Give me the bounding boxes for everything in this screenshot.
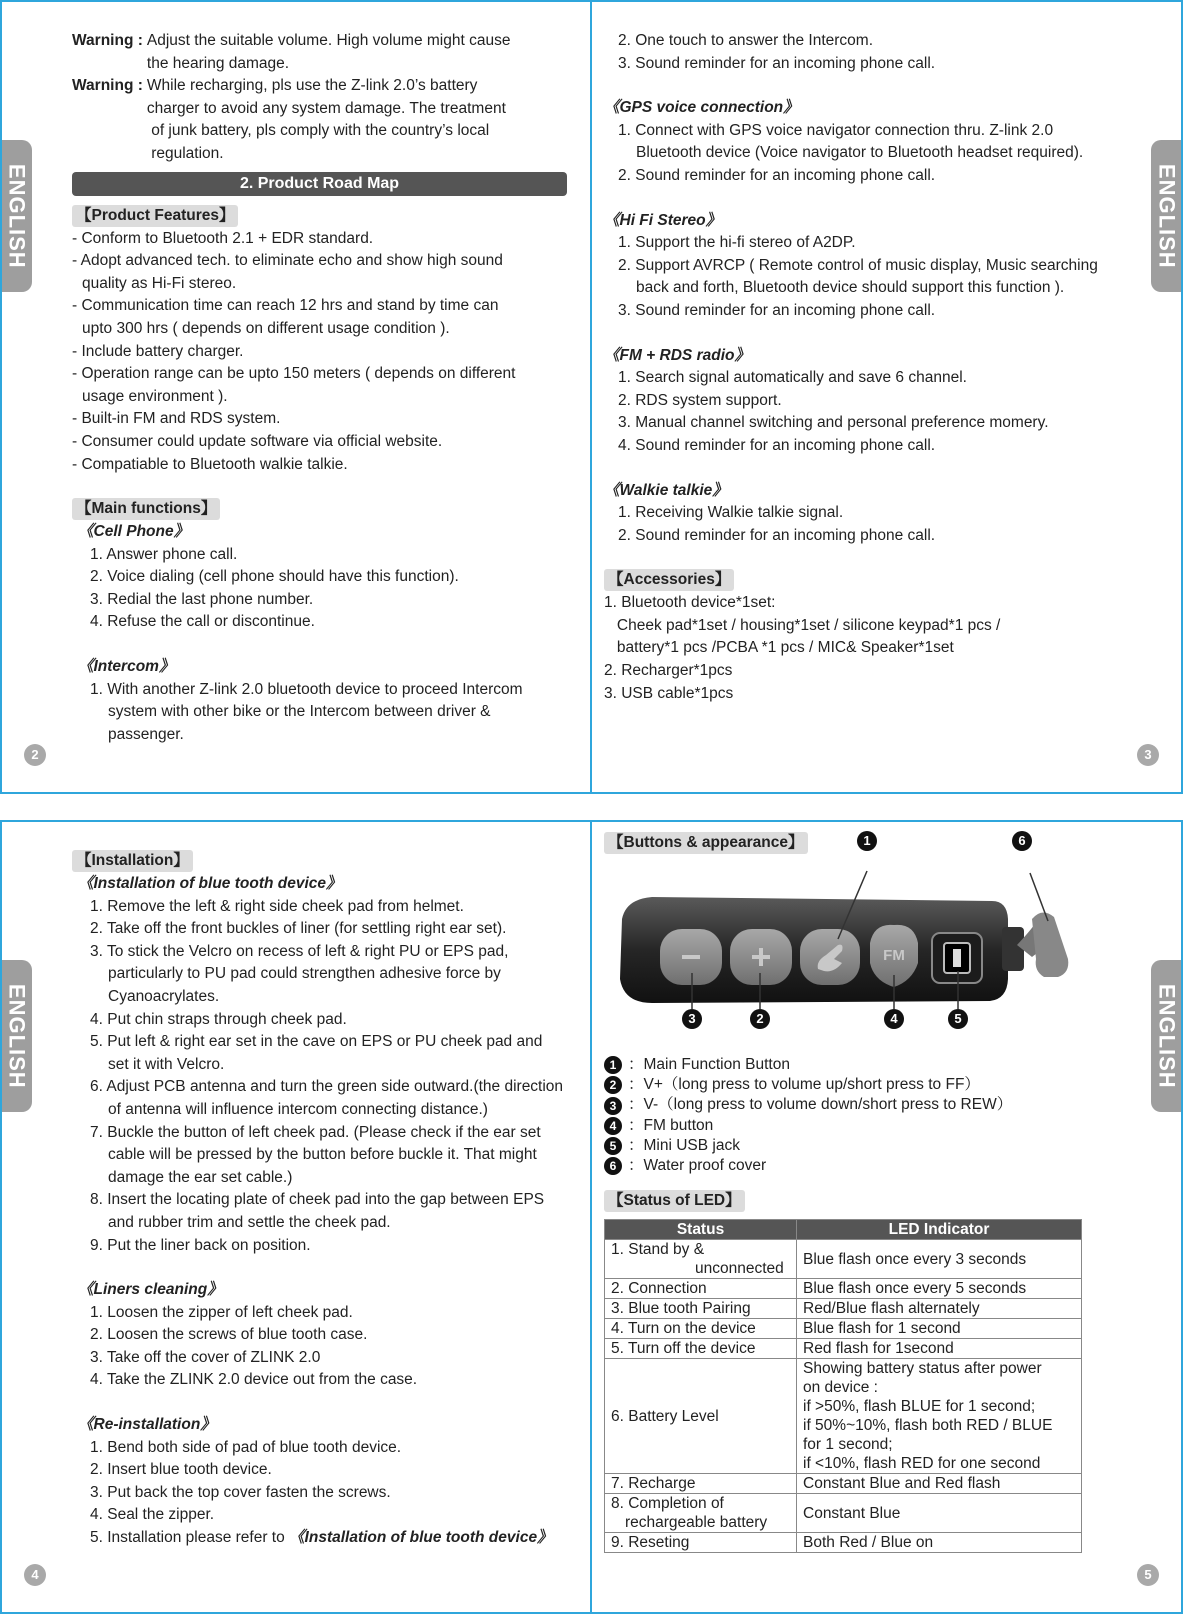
feature-item — [72, 250, 567, 295]
led-table-row — [605, 1279, 1082, 1299]
legend-number-badge: 5 — [604, 1137, 622, 1155]
list-item: 2. Sound reminder for an incoming phone call. — [618, 526, 936, 544]
led-indicator-cell — [797, 1299, 1082, 1319]
legend-item — [604, 1136, 1104, 1156]
english-side-tab: ENGLISH — [1151, 140, 1182, 292]
feature-item — [72, 295, 567, 340]
water-proof-cover — [1032, 912, 1068, 977]
feature-line: upto 300 hrs ( depends on different usage condition ). — [82, 319, 450, 337]
status-line: 9. Reseting — [611, 1534, 690, 1552]
list-item: 1. Search signal automatically and save 6 channel. — [618, 369, 967, 387]
manual-page-4 — [0, 820, 592, 1614]
heading-status-of-led: 【Status of LED】 — [604, 1190, 745, 1212]
list-item: 1. Bend both side of pad of blue tooth device. — [90, 1438, 402, 1456]
installation-list — [72, 896, 567, 1258]
led-status-cell — [605, 1240, 797, 1279]
led-status-cell — [605, 1359, 797, 1474]
page-number: 3 — [1137, 744, 1159, 766]
led-table-row — [605, 1474, 1082, 1494]
callout-5: 5 — [948, 1009, 968, 1029]
callout-4: 4 — [884, 1009, 904, 1029]
feature-item — [72, 454, 567, 477]
list-item: 1. With another Z-link 2.0 bluetooth device to proceed Intercom system with other bike or the Intercom between driver & passenger. — [90, 680, 523, 743]
column-led-indicator: LED Indicator — [797, 1220, 1082, 1240]
list-item: 1. Loosen the zipper of left cheek pad. — [90, 1303, 353, 1321]
list-item: 7. Buckle the button of left cheek pad. (Please check if the ear set cable will be pressed by the button before buckle it. That might damage the ear set cable.) — [90, 1123, 541, 1186]
subheading-cell-phone: 《Cell Phone》 — [78, 523, 190, 541]
list-item: 3. Manual channel switching and personal preference momery. — [618, 414, 1049, 432]
led-table-row — [605, 1319, 1082, 1339]
feature-line: - Conform to Bluetooth 2.1 + EDR standard. — [72, 229, 374, 247]
led-table-row — [605, 1494, 1082, 1533]
led-table-header — [605, 1220, 1082, 1240]
reinstallation-last-item: 5. Installation please refer to 《Installation of blue tooth device》 — [90, 1529, 553, 1547]
led-status-cell — [605, 1339, 797, 1359]
list-item: 2. Take off the front buckles of liner (for settling right ear set). — [90, 920, 507, 938]
callout-2: 2 — [750, 1009, 770, 1029]
indicator-line: Constant Blue — [803, 1504, 901, 1522]
manual-page-3 — [590, 0, 1183, 794]
led-status-cell — [605, 1474, 797, 1494]
manual-page-5 — [590, 820, 1183, 1614]
led-indicator-cell — [797, 1474, 1082, 1494]
list-item: 8. Insert the locating plate of cheek pad into the gap between EPS and rubber trim and settle the cheek pad. — [90, 1191, 545, 1231]
indicator-line: Constant Blue and Red flash — [803, 1475, 1001, 1493]
heading-main-functions: 【Main functions】 — [72, 498, 220, 520]
list-item: 3. Redial the last phone number. — [90, 590, 314, 608]
page-number: 4 — [24, 1564, 46, 1586]
legend-item — [604, 1095, 1104, 1115]
feature-item — [72, 341, 567, 364]
led-indicator-cell — [797, 1359, 1082, 1474]
status-line: 1. Stand by & — [611, 1241, 705, 1259]
list-item: 2. Insert blue tooth device. — [90, 1461, 272, 1479]
indicator-line: Showing battery status after power — [803, 1360, 1042, 1378]
list-item: 2. Sound reminder for an incoming phone call. — [618, 166, 936, 184]
warnings-block — [72, 30, 567, 166]
accessories-list — [604, 592, 1104, 705]
legend-number-badge: 1 — [604, 1056, 622, 1074]
manual-page-2 — [0, 0, 592, 794]
callout-3: 3 — [682, 1009, 702, 1029]
indicator-line: on device : — [803, 1379, 878, 1397]
legend-text: ：Mini USB jack — [628, 1136, 740, 1154]
callout-1: 1 — [857, 831, 877, 851]
legend-item — [604, 1075, 1104, 1095]
feature-line: - Include battery charger. — [72, 342, 244, 360]
warning-volume: Warning : Adjust the suitable volume. High volume might cause the hearing damage. — [72, 32, 511, 72]
liners-cleaning-list — [72, 1302, 567, 1392]
fm-rds-list — [604, 367, 1104, 457]
heading-product-features: 【Product Features】 — [72, 205, 238, 227]
indicator-line: Red flash for 1second — [803, 1340, 954, 1358]
legend-item — [604, 1116, 1104, 1136]
legend-text: ：V+（long press to volume up/short press to FF） — [628, 1076, 980, 1094]
led-table-row — [605, 1339, 1082, 1359]
feature-line: - Built-in FM and RDS system. — [72, 410, 281, 428]
walkie-talkie-list — [604, 502, 1104, 547]
reinstallation-list — [72, 1437, 567, 1527]
led-table-row — [605, 1240, 1082, 1279]
feature-line: - Communication time can reach 12 hrs and stand by time can — [72, 297, 499, 315]
legend-number-badge: 3 — [604, 1097, 622, 1115]
indicator-line: Blue flash for 1 second — [803, 1320, 961, 1338]
list-item: 6. Adjust PCB antenna and turn the green side outward.(the direction of antenna will influence intercom connecting distance.) — [90, 1078, 564, 1118]
feature-line: - Consumer could update software via official website. — [72, 432, 443, 450]
led-table-row — [605, 1359, 1082, 1474]
warning-recharging: Warning : While recharging, pls use the Z-link 2.0’s battery charger to avoid any system damage. The treatment of junk battery, pls comply with the country’s local regulation. — [72, 77, 506, 162]
status-line: 3. Blue tooth Pairing — [611, 1300, 751, 1318]
indicator-line: if <10%, flash RED for one second — [803, 1455, 1041, 1473]
hifi-list — [604, 232, 1104, 322]
list-item: 2. RDS system support. — [618, 391, 782, 409]
list-item: 4. Put chin straps through cheek pad. — [90, 1010, 347, 1028]
column-status: Status — [605, 1220, 797, 1240]
callout-6: 6 — [1012, 831, 1032, 851]
indicator-line: Red/Blue flash alternately — [803, 1300, 980, 1318]
led-status-cell — [605, 1533, 797, 1553]
list-item: 4. Refuse the call or discontinue. — [90, 613, 315, 631]
led-indicator-cell — [797, 1240, 1082, 1279]
section-banner-product-road-map: 2. Product Road Map — [72, 172, 567, 196]
led-indicator-cell — [797, 1533, 1082, 1553]
legend-number-badge: 6 — [604, 1157, 622, 1175]
intercom-continued-list — [604, 30, 1104, 75]
feature-line: - Operation range can be upto 150 meters ( depends on different — [72, 365, 516, 383]
feature-line: quality as Hi-Fi stereo. — [82, 274, 237, 292]
status-line: 8. Completion of — [611, 1495, 724, 1513]
led-status-table — [604, 1219, 1082, 1553]
subheading-intercom: 《Intercom》 — [78, 658, 175, 676]
list-item: 1. Answer phone call. — [90, 545, 238, 563]
page-number: 5 — [1137, 1564, 1159, 1586]
led-indicator-cell — [797, 1279, 1082, 1299]
status-line: 4. Turn on the device — [611, 1320, 756, 1338]
legend-number-badge: 2 — [604, 1076, 622, 1094]
indicator-line: Both Red / Blue on — [803, 1534, 934, 1552]
subheading-hifi: 《Hi Fi Stereo》 — [604, 211, 722, 229]
indicator-line: if >50%, flash BLUE for 1 second; — [803, 1398, 1036, 1416]
feature-line: - Adopt advanced tech. to eliminate echo and show high sound — [72, 252, 503, 270]
english-side-tab: ENGLISH — [1, 140, 32, 292]
legend-number-badge: 4 — [604, 1117, 622, 1135]
installation-reference: 《Installation of blue tooth device》 — [289, 1529, 553, 1547]
list-item: 2. Voice dialing (cell phone should have this function). — [90, 568, 459, 586]
list-item: 3. Sound reminder for an incoming phone call. — [618, 54, 936, 72]
led-table-row — [605, 1299, 1082, 1319]
subheading-liners-cleaning: 《Liners cleaning》 — [78, 1281, 223, 1299]
status-line: rechargeable battery — [625, 1514, 768, 1532]
indicator-line: Blue flash once every 3 seconds — [803, 1250, 1027, 1268]
list-item: 4. Seal the zipper. — [90, 1506, 215, 1524]
list-item: 3. To stick the Velcro on recess of left & right PU or EPS pad, particularly to PU pad could strengthen adhesive force by Cyanoacrylates. — [90, 942, 509, 1005]
status-line: 6. Battery Level — [611, 1407, 719, 1425]
heading-accessories: 【Accessories】 — [604, 569, 734, 591]
feature-item — [72, 363, 567, 408]
legend-text: ：V-（long press to volume down/short press to REW） — [628, 1096, 1013, 1114]
led-status-cell — [605, 1279, 797, 1299]
subheading-reinstallation: 《Re-installation》 — [78, 1416, 216, 1434]
accessory-line: 1. Bluetooth device*1set: — [604, 594, 776, 612]
feature-line: - Compatiable to Bluetooth walkie talkie. — [72, 455, 348, 473]
subheading-fm-rds: 《FM + RDS radio》 — [604, 346, 750, 364]
status-line: 7. Recharge — [611, 1475, 696, 1493]
legend-item — [604, 1156, 1104, 1176]
buttons-legend — [604, 1055, 1104, 1176]
indicator-line: for 1 second; — [803, 1436, 893, 1454]
subheading-walkie-talkie: 《Walkie talkie》 — [604, 481, 728, 499]
indicator-line: if 50%~10%, flash both RED / BLUE — [803, 1417, 1053, 1435]
legend-item — [604, 1055, 1104, 1075]
status-line: 2. Connection — [611, 1280, 707, 1298]
led-indicator-cell — [797, 1339, 1082, 1359]
english-side-tab: ENGLISH — [1, 960, 32, 1112]
led-status-cell — [605, 1494, 797, 1533]
status-line: unconnected — [695, 1260, 784, 1278]
device-drawing — [612, 859, 1092, 1029]
heading-installation: 【Installation】 — [72, 850, 193, 872]
subheading-installation-device: 《Installation of blue tooth device》 — [78, 875, 342, 892]
led-table-row — [605, 1533, 1082, 1553]
list-item: 2. Loosen the screws of blue tooth case. — [90, 1326, 368, 1344]
legend-text: ：FM button — [628, 1116, 714, 1134]
legend-text: ：Main Function Button — [628, 1056, 790, 1073]
list-item: 1. Receiving Walkie talkie signal. — [618, 504, 844, 522]
list-item: 3. Put back the top cover fasten the screws. — [90, 1483, 391, 1501]
led-status-cell — [605, 1299, 797, 1319]
accessory-line: 2. Recharger*1pcs — [604, 662, 733, 680]
list-item: 1. Remove the left & right side cheek pad from helmet. — [90, 897, 464, 915]
gps-list — [604, 120, 1104, 188]
page-number: 2 — [24, 744, 46, 766]
list-item: 3. Take off the cover of ZLINK 2.0 — [90, 1348, 321, 1366]
accessory-line: 3. USB cable*1pcs — [604, 684, 734, 702]
accessory-line: battery*1 pcs /PCBA *1 pcs / MIC& Speaker*1set — [604, 639, 954, 657]
status-line: 5. Turn off the device — [611, 1340, 756, 1358]
feature-line: usage environment ). — [82, 387, 228, 405]
list-item: 4. Sound reminder for an incoming phone call. — [618, 436, 936, 454]
list-item: 5. Put left & right ear set in the cave on EPS or PU cheek pad and set it with Velcro. — [90, 1033, 543, 1073]
list-item: 4. Take the ZLINK 2.0 device out from the case. — [90, 1371, 418, 1389]
legend-text: ：Water proof cover — [628, 1157, 767, 1175]
fm-key-label: FM — [883, 947, 905, 964]
list-item: 1. Connect with GPS voice navigator connection thru. Z-link 2.0 Bluetooth device (Voice navigator to Bluetooth headset required). — [618, 121, 1084, 162]
led-indicator-cell — [797, 1319, 1082, 1339]
feature-item — [72, 431, 567, 454]
product-features-list — [72, 228, 567, 477]
list-item: 2. One touch to answer the Intercom. — [618, 32, 874, 49]
minus-icon — [682, 955, 700, 959]
cell-phone-list — [72, 544, 567, 634]
list-item: 1. Support the hi-fi stereo of A2DP. — [618, 234, 856, 252]
indicator-line: Blue flash once every 5 seconds — [803, 1280, 1027, 1298]
accessory-line: Cheek pad*1set / housing*1set / silicone keypad*1 pcs / — [604, 616, 1001, 634]
feature-item — [72, 408, 567, 431]
heading-buttons-appearance: 【Buttons & appearance】 — [604, 832, 808, 854]
english-side-tab: ENGLISH — [1151, 960, 1182, 1112]
led-status-cell — [605, 1319, 797, 1339]
subheading-gps: 《GPS voice connection》 — [604, 99, 799, 117]
intercom-list — [72, 679, 567, 747]
list-item: 3. Sound reminder for an incoming phone call. — [618, 301, 936, 319]
led-indicator-cell — [797, 1494, 1082, 1533]
list-item: 9. Put the liner back on position. — [90, 1236, 311, 1254]
list-item: 2. Support AVRCP ( Remote control of music display, Music searching back and forth, Bluetooth device should support this function ). — [618, 256, 1098, 297]
feature-item — [72, 228, 567, 251]
